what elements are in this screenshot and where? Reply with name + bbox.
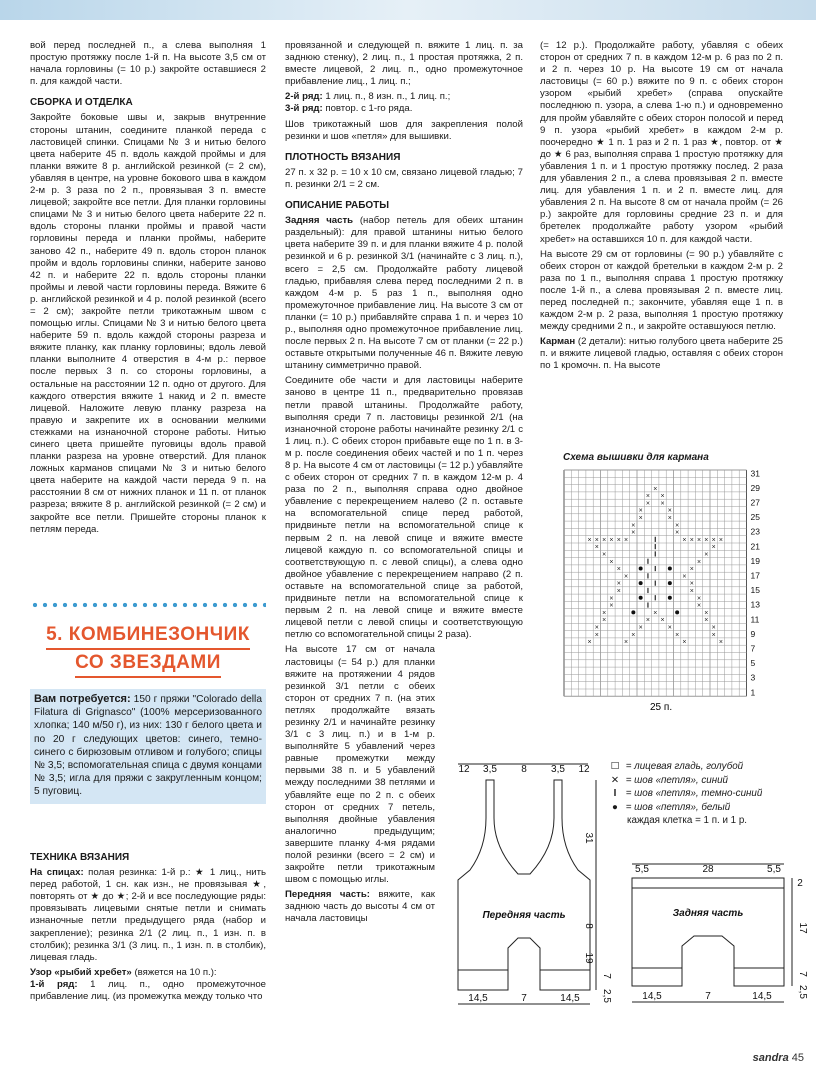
technique-label: На спицах: xyxy=(30,867,84,879)
back-part-diagram-label: Задняя часть xyxy=(672,908,744,919)
chart-mark-cross: × xyxy=(667,514,672,522)
front-side-dim-3: 19 xyxy=(583,952,594,964)
chart-row-label: 29 xyxy=(750,482,760,493)
chart-mark-cross: × xyxy=(682,573,687,581)
chart-row-label: 5 xyxy=(750,658,756,669)
col2-stitch-note: Шов трикотажный шов для закрепления полой резинки и шов «петля» для вышивки. xyxy=(285,118,523,142)
chart-mark-cross: × xyxy=(624,573,629,581)
top-color-band xyxy=(0,0,816,20)
square-icon: ☐ xyxy=(610,761,620,772)
chart-mark-cross: × xyxy=(697,602,702,610)
chart-row-label: 3 xyxy=(750,672,756,683)
chart-row-label: 23 xyxy=(750,526,760,537)
chart-mark-dot xyxy=(639,567,643,571)
materials-text: 150 г пряжи "Colorado della Filatura di Grignasco" (100% мерсеризованного хлопка; 140 м/50 г), из них: 130 г белого цвета и по 20 г следующих цветов: синего, темно-синего с бирюзовым отливом и голубого; спицы № 3,5; вспомогательная спица с двумя концами № 3,5; игла для пряжи с закругленным концом; 5 пуговиц. xyxy=(34,694,262,798)
chart-mark-cross: × xyxy=(660,493,665,501)
front-side-dim-1: 31 xyxy=(583,832,594,844)
front-side-dim-5: 2,5 xyxy=(601,989,612,1003)
chart-mark-cross: × xyxy=(711,536,716,544)
chart-row-label: 13 xyxy=(750,599,760,610)
front-bottom-dim-3: 14,5 xyxy=(560,993,580,1004)
project-title-line-2: СО ЗВЕЗДАМИ xyxy=(75,650,221,678)
row1-label: 1-й ряд: xyxy=(30,978,78,990)
legend-row-1 xyxy=(607,760,762,774)
chart-mark-cross: × xyxy=(660,500,665,508)
row3-label: 3-й ряд: xyxy=(285,103,323,115)
chart-row-label: 21 xyxy=(750,541,760,552)
chart-mark-cross: × xyxy=(587,639,592,647)
chart-mark-cross: × xyxy=(689,580,694,588)
back-bottom-dim-1: 14,5 xyxy=(642,991,662,1002)
chart-mark-cross: × xyxy=(675,529,680,537)
front-top-dim-5: 12 xyxy=(578,764,590,775)
chart-mark-cross: × xyxy=(602,536,607,544)
chart-stitch-count: 25 п. xyxy=(650,702,673,713)
chart-mark-dot xyxy=(668,596,672,600)
row2-label: 2-й ряд: xyxy=(285,91,323,103)
col2-paragraph-5: На высоте 17 см от начала ластовицы (= 54 р.) для планки вяжите на протяжении 4 рядов резинкой 3/1 петли с обеих сторон от средних 7 п. (на этих петлях продолжайте вязать резинку 2/1 и начинайте резинку 3/1 с 3 лиц. п.) и в 1-м р. выполняйте 5 убавлений через равные промежутки между первыми 38 п. и 5 убавлений между последними 38 петлями и убавляйте еще по 2 п. с обеих сторон от средних 7 петель, выполняя двойные убавления аналогично предыдущим; завершите планку 4-мя рядами полой резинки (всего = 2 см) и закройте петли трикотажным швом с помощью иглы. xyxy=(285,644,435,886)
chart-mark-cross: × xyxy=(689,536,694,544)
front-pattern-diagram xyxy=(438,758,612,1010)
front-part-label: Передняя часть: xyxy=(285,889,370,901)
chart-mark-dot xyxy=(639,581,643,585)
bar-icon: I xyxy=(613,788,617,799)
chart-mark-cross: × xyxy=(653,609,658,617)
chart-mark-cross: × xyxy=(697,595,702,603)
materials-box xyxy=(30,689,266,804)
materials-label: Вам потребуется: xyxy=(34,693,131,705)
chart-mark-cross: × xyxy=(631,522,636,530)
chart-mark-cross: × xyxy=(697,536,702,544)
magazine-brand: sandra xyxy=(752,1051,789,1064)
legend-label-2: = шов «петля», синий xyxy=(625,774,729,786)
herringbone-text: (вяжется на 10 п.): xyxy=(134,966,217,978)
front-top-dim-1: 12 xyxy=(458,764,470,775)
chart-mark-cross: × xyxy=(718,639,723,647)
chart-mark-cross: × xyxy=(616,587,621,595)
col1-paragraph-1: Закройте боковые швы и, закрыв внутренние стороны штанин, соедините планкой переда с ластовицей спинки. Спицами № 3 и нитью белого цвета наберите 45 п. вдоль каждой проймы и для планки вяжите 8 р. английской резинкой (= 2 см), убавляя в центре, на уровне бокового шва в каждом 2-м р. 3 раза по 2 п., провязывая 3 п. вместе лицевой; закройте все петли. Для планки горловины спицами № 3 и нитью белого цвета наберите 22 п. вдоль стороны планки проймы и правой части горловины переда и планки проймы, наберите заново 42 п., наберите 49 п. вдоль сторон планок пройм и вдоль горловины спинки, наберите заново 42 п. и наберите 22 п. вдоль стороны планки проймы и левой части горловины переда. Вяжите 6 р. английской резинкой и 4 р. полой резинкой (всего = 2 см); закройте петли трикотажным швом с помощью иглы. Спицами № 3 и нитью белого цвета наберите 59 п. вдоль каждой стороны разреза и вяжите планку, как планку горловины; вдоль левой планки выполните 4 отверстия в 4-м р.: первое после первых 3 п. со стороны горловины, а остальные на расстоянии 12 п. одно от другого. Для каждого отверстия вяжите 1 накид и 2 п. вместе лицевой. Наложите левую планку разреза на правую и закрепите их в основании мелкими стежками на изнаночной стороне работы. Нитью синего цвета пришейте пуговицы вдоль правой планки разреза на уровне отверстий. Для планок ложных карманов спицами № 3 и нитью белого цвета наберите на каждой части переда 9 п. на расстоянии 8 см от нижних планок и 11 п. от планок разреза; вяжите 8 р. английской резинкой (= 2 см) и закройте все петли. Пришейте стороны планок к петлям переда. xyxy=(30,112,266,535)
col2-paragraph-0: провязанной и следующей п. вяжите 1 лиц. п. за заднюю стенку), 2 лиц. п., 1 простая протяжка, 2 п. вместе лицевой, 2 лиц. п., одно промежуточное прибавление лиц., 1 лиц. п.; xyxy=(285,40,523,88)
chart-mark-cross: × xyxy=(682,639,687,647)
chart-mark-cross: × xyxy=(609,558,614,566)
chart-mark-cross: × xyxy=(609,595,614,603)
back-pattern-diagram xyxy=(612,856,808,1010)
front-side-dim-4: 7 xyxy=(601,973,612,979)
technique-section xyxy=(30,843,266,1006)
front-bottom-dim-1: 14,5 xyxy=(468,993,488,1004)
col3-paragraph-0: (= 12 р.). Продолжайте работу, убавляя с обеих сторон от средних 7 п. в каждом 12-м р. 6 раз по 2 п. и 2 п. через 10 р. На высоте 19 см от начала ластовицы (= 60 р.) вяжите по 9 п. с обеих сторон узором «рыбий хребет» (справа опускайте последнюю п. узора, а слева 1-ю п.) и одновременно для пройм убавляйте с обеих сторон полосой и перед 9 п. узора «рыбий хребет» в каждом 2-м р. поочередно ★ 1 п. 1 раз и 2 п. 1 раз ★, повтор. от ★ до ★ 6 раз, выполняя справа 1 простую протяжку для убавления 1 п. и 1 простую протяжку послед. 2 раза для убавления 2 п., а слева провязывая 2 п. вместе лиц. для убавления 1 п. и 2 п. вместе лиц. для убавления 2 п. На высоте 8 см от начала пройм (= 26 р.) закройте для горловины средние 23 п. и для бретелек продолжайте работу узором «рыбий хребет» на оставшихся 10 п. для каждой части. xyxy=(540,40,783,245)
back-part-text: (набор петель для обеих штанин раздельный): для правой штанины нитью белого цвета наберите 39 п. и для планки вяжите 4 р. полой резинкой и 6 р. резинкой 3/1 (начинайте с 3 лиц. п.), всего = 2,5 см. Продолжайте работу лицевой гладью, прибавляя слева перед последними 2 п. в каждом 4-м р. 5 раз 1 п., выполняя одно промежуточное прибавление лиц. На высоте 3 см от планки (= 10 р.) прибавляйте справа 1 п. и через 10 р., выполняя одно промежуточное прибавление лиц. после первых 2 п. На высоте 7 см от планки (= 22 р.) оставьте открытыми полученные 46 п. Вяжите левую штанину симметрично правой. xyxy=(285,215,523,372)
chart-mark-cross: × xyxy=(653,485,658,493)
front-bottom-dim-2: 7 xyxy=(521,993,527,1004)
chart-mark-cross: × xyxy=(645,617,650,625)
legend-label-1: = лицевая гладь, голубой xyxy=(625,761,744,772)
back-side-dim-1: 2 xyxy=(797,878,803,889)
chart-mark-cross: × xyxy=(675,522,680,530)
chart-mark-cross: × xyxy=(631,529,636,537)
chart-row-label: 7 xyxy=(750,643,756,654)
front-side-dim-2: 8 xyxy=(583,923,594,929)
herringbone-label: Узор «рыбий хребет» xyxy=(30,966,132,978)
chart-mark-cross: × xyxy=(624,639,629,647)
col2-paragraph-4: Соедините обе части и для ластовицы наберите заново в центре 11 п., предварительно провязав петли правой штанины. Продолжайте работу, выполняя среди 7 п. ластовицы резинкой 2/1 (на изнаночной стороне работы начинайте резинку 2/1 с 1 лиц. п.). С обеих сторон прибавьте еще по 1 п. в 3-м р. после соединения обеих частей и по 1 п. через 8 р. На высоте 4 см от ластовицы (= 12 р.) убавляйте с обеих сторон от средних 7 п. в каждом 12-м р. 4 раза по 2 п., выполняя справа одно двойное убавление с перекрещением налево (2 п. оставьте на вспомогательной спице перед работой, придвиньте петли на вспомогательной спице к первым 2 п. на левой спице и вяжите вместе лицевой каждую п. со вспомогательной спицы и соответствующую п. с левой спицы), а слева одно двойное убавление с перекрещением направо (2 п. оставьте на вспомогательной спице за работой, придвиньте петли на вспомогательной спице к первым 2 п. на левой спице и вяжите вместе лицевой петли с левой спицы и соответствующую петлю со вспомогательной спицы 2 раза). xyxy=(285,375,523,641)
back-side-dim-2: 17 xyxy=(797,922,808,934)
legend-row-2 xyxy=(607,774,762,788)
chart-mark-cross: × xyxy=(616,580,621,588)
chart-mark-cross: × xyxy=(602,609,607,617)
back-bottom-dim-2: 7 xyxy=(705,991,711,1002)
back-side-dim-3: 7 xyxy=(797,971,808,977)
chart-mark-cross: × xyxy=(587,536,592,544)
chart-mark-cross: × xyxy=(645,493,650,501)
chart-mark-cross: × xyxy=(624,536,629,544)
row1-text: 1 лиц. п., одно промежуточное прибавление лиц. (из промежутка между только что xyxy=(30,978,267,1003)
chart-mark-cross: × xyxy=(609,536,614,544)
chart-mark-cross: × xyxy=(638,507,643,515)
chart-mark-cross: × xyxy=(711,631,716,639)
col3-paragraph-1: На высоте 29 см от горловины (= 90 р.) убавляйте с обеих сторон от каждой бретельки в каждом 2-м р. 2 раза по 1 п., выполняя справа 1 простую протяжку после 1-й п., а слева провязывая 2 п. вместе лиц. перед последней п.; закончите, убавляя еще 1 п. в каждом 2-м р. 2 раза, выполняя 1 простую протяжку между средними 2 п., и закройте оставшуюся петлю. xyxy=(540,248,783,333)
chart-mark-cross: × xyxy=(718,536,723,544)
column-3 xyxy=(540,40,783,376)
legend-note: каждая клетка = 1 п. и 1 р. xyxy=(627,815,747,826)
back-side-dim-4: 2,5 xyxy=(797,985,808,999)
legend-row-4 xyxy=(607,801,762,815)
legend-row-3 xyxy=(607,787,762,801)
chart-mark-dot xyxy=(631,610,635,614)
chart-mark-cross: × xyxy=(594,544,599,552)
front-top-dim-3: 8 xyxy=(521,764,527,775)
chart-row-label: 25 xyxy=(750,512,760,523)
section-heading-assembly: СБОРКА И ОТДЕЛКА xyxy=(30,97,133,109)
chart-row-label: 17 xyxy=(750,570,760,581)
page-number: 45 xyxy=(791,1051,804,1064)
chart-mark-cross: × xyxy=(594,536,599,544)
chart-mark-cross: × xyxy=(675,631,680,639)
chart-mark-cross: × xyxy=(711,624,716,632)
chart-row-label: 15 xyxy=(750,585,760,596)
col1-paragraph-0: вой перед последней п., а слева выполняя 1 простую протяжку после 1-й п. На высоте 3,5 см от начала горловины (= 10 р.) закройте оставшиеся 2 п. для каждой части. xyxy=(30,40,266,88)
chart-title: Схема вышивки для кармана xyxy=(563,452,709,463)
column-1 xyxy=(30,40,266,539)
chart-mark-cross: × xyxy=(645,500,650,508)
section-heading-instructions: ОПИСАНИЕ РАБОТЫ xyxy=(285,200,390,212)
legend-label-3: = шов «петля», темно-синий xyxy=(625,788,763,799)
front-top-dim-2: 3,5 xyxy=(483,764,497,775)
chart-mark-cross: × xyxy=(594,624,599,632)
pocket-label: Карман xyxy=(540,336,576,348)
back-part-label: Задняя часть xyxy=(285,215,354,227)
embroidery-chart xyxy=(560,466,770,726)
chart-mark-cross: × xyxy=(704,617,709,625)
back-bottom-dim-3: 14,5 xyxy=(752,991,772,1002)
front-part-diagram-label: Передняя часть xyxy=(482,910,566,921)
chart-mark-cross: × xyxy=(594,631,599,639)
project-title xyxy=(30,622,266,678)
chart-row-labels xyxy=(751,468,761,697)
chart-mark-cross: × xyxy=(631,631,636,639)
chart-row-label: 9 xyxy=(750,628,756,639)
chart-mark-cross: × xyxy=(638,514,643,522)
project-title-line-1: 5. КОМБИНЕЗОНЧИК xyxy=(46,622,250,650)
chart-mark-cross: × xyxy=(704,609,709,617)
row2-text: 1 лиц. п., 8 изн. п., 1 лиц. п.; xyxy=(325,91,451,103)
legend-label-4: = шов «петля», белый xyxy=(625,801,731,813)
back-top-dim-3: 5,5 xyxy=(767,864,781,875)
technique-text: полая резинка: 1-й р.: ★ 1 лиц., нить перед работой, 1 сн. как изн., не провязывая ★, повторять от ★ до ★; 2-й и все последующие ряды: провязывать лицевыми снятые петли и снимать изнаночные петли предыдущего ряда (набор и закрепление); резинка 2/1 (2 лиц. п., 1 изн. п. в столбик); резинка 3/1 (3 лиц. п., 1 изн. п. в столбик), лицевая гладь. xyxy=(30,867,266,963)
chart-mark-cross: × xyxy=(704,536,709,544)
chart-mark-cross: × xyxy=(689,587,694,595)
chart-mark-cross: × xyxy=(689,566,694,574)
chart-mark-cross: × xyxy=(711,544,716,552)
front-top-dim-4: 3,5 xyxy=(551,764,565,775)
chart-mark-dot xyxy=(668,567,672,571)
row3-text: повтор. с 1-го ряда. xyxy=(325,103,413,115)
back-top-dim-2: 28 xyxy=(702,864,714,875)
chart-mark-cross: × xyxy=(704,551,709,559)
chart-row-label: 19 xyxy=(750,555,760,566)
chart-mark-cross: × xyxy=(660,617,665,625)
chart-row-label: 27 xyxy=(750,497,760,508)
chart-mark-cross: × xyxy=(667,507,672,515)
chart-mark-cross: × xyxy=(602,617,607,625)
dotted-separator xyxy=(30,602,266,608)
page-footer xyxy=(753,1052,804,1064)
chart-mark-cross: × xyxy=(602,551,607,559)
chart-mark-cross: × xyxy=(697,558,702,566)
cross-icon: ✕ xyxy=(610,774,620,786)
chart-mark-dot xyxy=(675,610,679,614)
back-top-dim-1: 5,5 xyxy=(635,864,649,875)
chart-mark-cross: × xyxy=(667,624,672,632)
chart-mark-cross: × xyxy=(616,566,621,574)
chart-mark-cross: × xyxy=(616,536,621,544)
chart-mark-cross: × xyxy=(638,624,643,632)
dot-icon: ● xyxy=(612,801,618,813)
chart-row-label: 1 xyxy=(750,687,756,698)
chart-mark-dot xyxy=(639,596,643,600)
chart-mark-cross: × xyxy=(682,536,687,544)
chart-mark-dot xyxy=(668,581,672,585)
chart-legend xyxy=(607,760,762,828)
gauge-text: 27 п. x 32 р. = 10 x 10 см, связано лицевой гладью; 7 п. резинки 2/1 = 2 см. xyxy=(285,166,523,190)
section-heading-gauge: ПЛОТНОСТЬ ВЯЗАНИЯ xyxy=(285,151,401,163)
chart-mark-cross: × xyxy=(609,602,614,610)
section-heading-technique: ТЕХНИКА ВЯЗАНИЯ xyxy=(30,852,130,863)
pocket-text: (2 детали): нитью голубого цвета наберите 25 п. и вяжите лицевой гладью, оставляя с обеих сторон по 1 кромочн. п. На высоте xyxy=(540,336,783,372)
chart-row-label: 31 xyxy=(750,468,760,479)
front-part-text: вяжите, как заднюю часть до высоты 4 см от начала ластовицы xyxy=(285,889,435,925)
chart-row-label: 11 xyxy=(750,614,760,625)
